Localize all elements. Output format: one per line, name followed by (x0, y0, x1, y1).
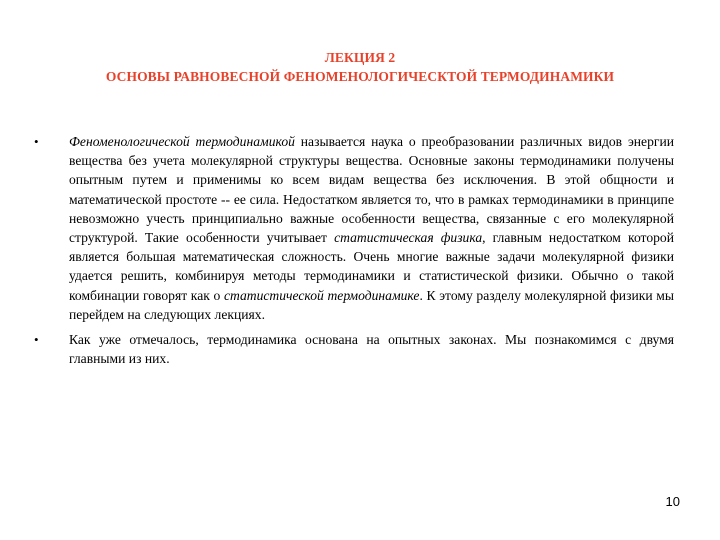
bullet-item-laws (34, 330, 674, 368)
lecture-number: ЛЕКЦИЯ 2 (324, 50, 396, 65)
bullet-marker: • (34, 332, 39, 348)
bullet-marker: • (34, 134, 39, 149)
term-statistical-thermodynamics: статистической термодинамике (223, 287, 420, 303)
slide-title (0, 48, 720, 86)
term-phenomenological-thermodynamics: Феноменологической термодинамикой (69, 134, 295, 149)
term-statistical-physics: статистическая физика (334, 230, 483, 246)
bullet-list (34, 132, 674, 368)
page-number: 10 (665, 494, 680, 509)
lecture-topic: ОСНОВЫ РАВНОВЕСНОЙ ФЕНОМЕНОЛОГИЧЕСКТОЙ ТЕРМОДИНАМИКИ (105, 69, 615, 84)
paragraph-text (69, 134, 674, 322)
paragraph-segment: . К этому разделу молекулярной физики мы перейдем на следующих лекциях. (69, 287, 674, 322)
bullet-item-definition (34, 132, 674, 324)
paragraph-segment: называется наука о преобразовании различных видов энергии вещества без учета молекулярной структуры вещества. Основные законы термодинамики получены опытным путем и применимы ко всем видам вещества без исключения. В этой общности и математической простоте -- ее сила. Недостатком является то, что в рамках термодинамики в принципе невозможно учесть принципиально важные особенности вещества, связанные с его молекулярной структурой. Такие особенности учитывает (69, 134, 675, 246)
paragraph-text: Как уже отмечалось, термодинамика основана на опытных законах. Мы познакомимся с двумя главными из них. (69, 332, 674, 367)
paragraph-segment: , главным недостатком которой является большая математическая сложность. Очень многие важные задачи молекулярной физики удается решить, комбинируя методы термодинамики и статистической физики. Обычно о такой комбинации говорят как о (69, 230, 674, 303)
